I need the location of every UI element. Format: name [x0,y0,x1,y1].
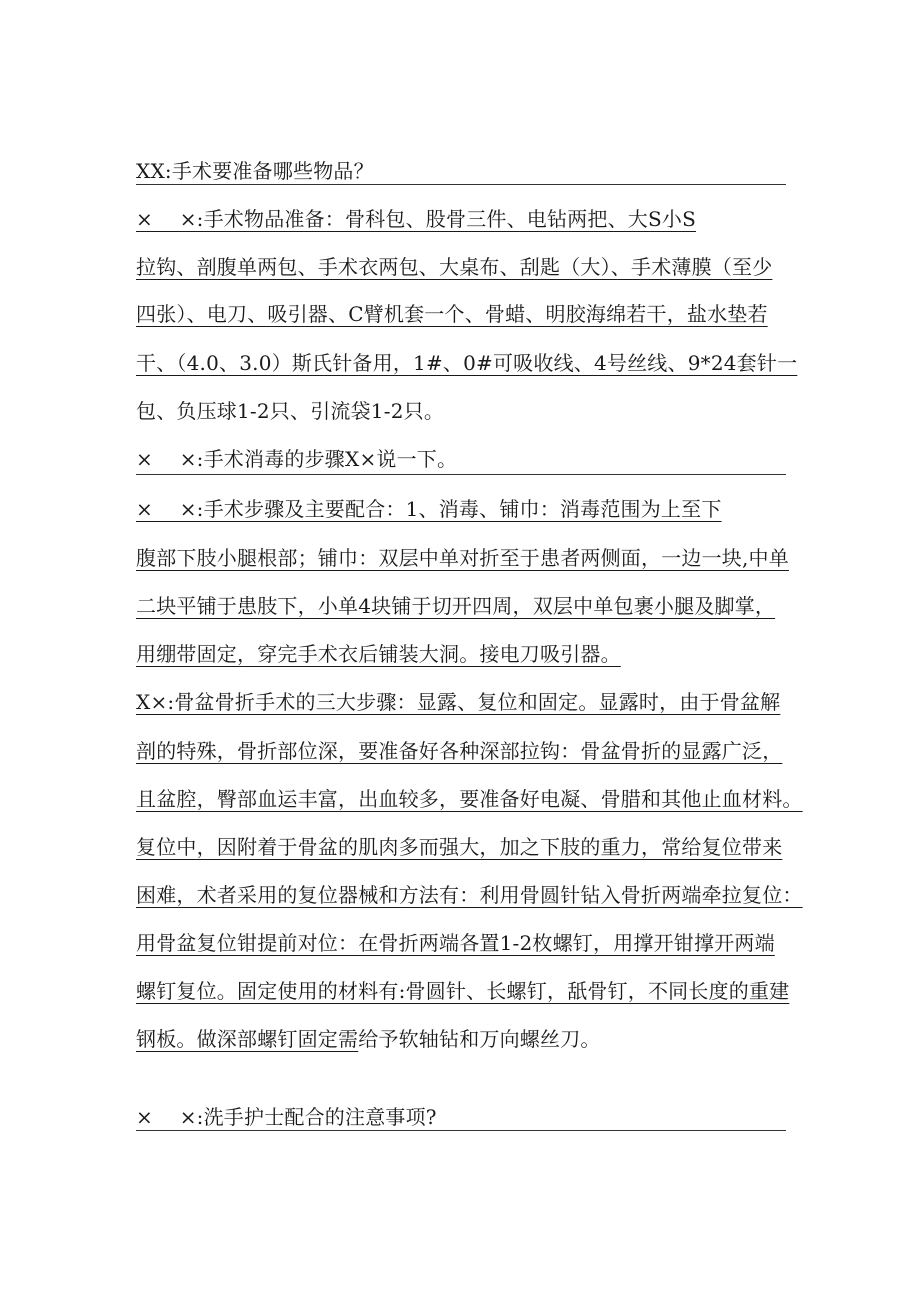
answer-pelvic-line-6: 用骨盆复位钳提前对位：在骨折两端各置1-2枚螺钉，用撑开钳撑开两端 [136,931,775,955]
answer-supplies-line-2: 拉钩、剖腹单两包、手术衣两包、大桌布、刮匙（大）、手术薄膜（至少 [136,255,773,279]
question-supplies: XX:手术要准备哪些物品？ [136,159,374,183]
answer-pelvic-line-8 [136,1026,601,1052]
answer-pelvic-line-7: 螺钉复位。固定使用的材料有:骨圆针、长螺钉，舐骨钉，不同长度的重建 [136,979,790,1003]
answer-pelvic-line-4: 复位中，因附着于骨盆的肌肉多而强大，加之下肢的重力，常给复位带来 [136,835,783,859]
question-scrub-nurse: × ×:洗手护士配合的注意事项? [136,1105,437,1129]
answer-pelvic-line-5: 困难，术者采用的复位器械和方法有：利用骨圆针钻入骨折两端牵拉复位： [136,883,803,907]
answer-steps-line-1: × ×:手术步骤及主要配合：1、消毒、铺巾：消毒范围为上至下 [136,497,722,521]
divider-rule [136,474,786,475]
answer-steps-line-2: 腹部下肢小腿根部；铺巾：双层中单对折至于患者两侧面，一边一块,中单 [136,546,789,570]
answer-supplies-line-5: 包、负压球1-2只、引流袋1-2只。 [136,399,445,423]
divider-rule [136,184,786,185]
answer-pelvic-line-8-rest: 给予软轴钻和万向螺丝刀。 [358,1027,601,1051]
answer-steps-line-3: 二块平铺于患肢下，小单4块铺于切开四周，双层中单包裹小腿及脚掌， [136,594,776,618]
question-disinfection: × ×:手术消毒的步骤X×说一下。 [136,447,458,471]
divider-rule [136,1130,786,1131]
answer-supplies-line-3: 四张）、电刀、吸引器、C臂机套一个、骨蜡、明胶海绵若干，盐水垫若 [136,302,768,326]
answer-supplies-line-4: 干、（4.0、3.0）斯氏针备用，1#、0#可吸收线、4号丝线、9*24套针一 [136,351,798,375]
answer-steps-line-4: 用绷带固定，穿完手术衣后铺装大洞。接电刀吸引器。 [136,642,621,666]
answer-supplies-line-1: × ×:手术物品准备：骨科包、股骨三件、电钻两把、大S小S [136,207,697,231]
answer-pelvic-line-3: 且盆腔，臀部血运丰富，出血较多，要准备好电凝、骨腊和其他止血材料。 [136,787,803,811]
answer-pelvic-line-1: X×:骨盆骨折手术的三大步骤：显露、复位和固定。显露时，由于骨盆解 [136,690,781,714]
answer-pelvic-line-8-underlined: 钢板。做深部螺钉固定需 [136,1027,359,1051]
answer-pelvic-line-2: 剖的特殊，骨折部位深，要准备好各种深部拉钩：骨盆骨折的显露广泛， [136,739,783,763]
